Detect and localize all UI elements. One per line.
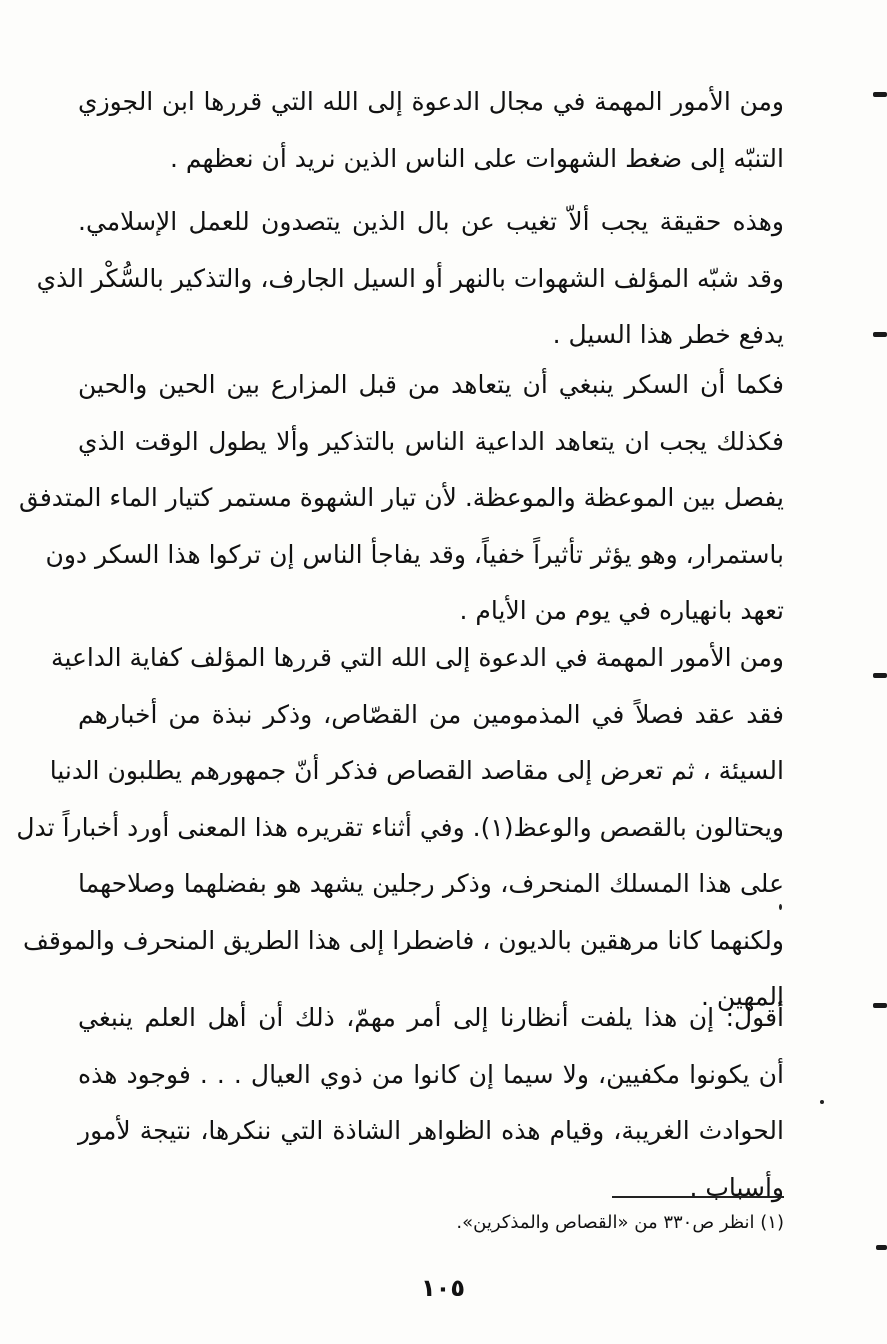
text-line: وهذه حقيقة يجب ألاّ تغيب عن بال الذين يتصدون للعمل الإسلامي. [78, 207, 784, 236]
text-line: باستمرار، وهو يؤثر تأثيراً خفياً، وقد يفاجأ الناس إن تركوا هذا السكر دون [45, 539, 784, 569]
text-line: أقول: إن هذا يلفت أنظارنا إلى أمر مهمّ، ذلك أن أهل العلم ينبغي [78, 1003, 784, 1032]
text-line: ولكنهما كانا مرهقين بالديون ، فاضطرا إلى هذا الطريق المنحرف والموقف [22, 925, 784, 955]
paragraph-2 [36, 194, 784, 364]
text-line: ويحتالون بالقصص والوعظ(١). وفي أثناء تقريره هذا المعنى أورد أخباراً تدل [16, 812, 784, 842]
text-line: وأسباب . [689, 1172, 784, 1202]
scan-edge-mark [873, 1003, 887, 1008]
paragraph-1 [78, 74, 784, 187]
paragraph-5 [78, 990, 784, 1216]
text-line: فكذلك يجب ان يتعاهد الداعية الناس بالتذكير وألا يطول الوقت الذي [78, 426, 784, 456]
text-line: يفصل بين الموعظة والموعظة. لأن تيار الشهوة مستمر كتيار الماء المتدفق [18, 483, 784, 512]
text-line: تعهد بانهياره في يوم من الأيام . [459, 596, 784, 625]
text-line: أن يكونوا مكفيين، ولا سيما إن كانوا من ذوي العيال . . . فوجود هذه [78, 1059, 784, 1089]
text-line: التنبّه إلى ضغط الشهوات على الناس الذين نريد أن نعظهم . [170, 143, 784, 173]
text-line: ومن الأمور المهمة في مجال الدعوة إلى الله التي قررها ابن الجوزي [78, 87, 784, 116]
scan-edge-mark [873, 92, 887, 97]
scan-edge-mark [873, 332, 887, 337]
footnote-divider [612, 1196, 784, 1198]
text-line: المهين . [700, 982, 784, 1011]
page-number: ١٠٥ [421, 1274, 465, 1302]
scan-edge-mark [873, 673, 887, 678]
text-line: يدفع خطر هذا السيل . [552, 320, 784, 349]
paragraph-3 [18, 357, 784, 640]
text-line: على هذا المسلك المنحرف، وذكر رجلين يشهد هو بفضلهما وصلاحهما [78, 869, 784, 898]
text-line: الحوادث الغريبة، وقيام هذه الظواهر الشاذة التي ننكرها، نتيجة لأمور [78, 1116, 784, 1145]
text-line: فقد عقد فصلاً في المذمومين من القصّاص، وذكر نبذة من أخبارهم [78, 699, 784, 729]
text-line: وقد شبّه المؤلف الشهوات بالنهر أو السيل الجارف، والتذكير بالسُّكْر الذي [36, 263, 784, 293]
paragraph-4 [16, 630, 784, 1026]
text-line: فكما أن السكر ينبغي أن يتعاهد من قبل المزارع بين الحين والحين [78, 370, 784, 399]
scan-dot-mark [779, 904, 782, 910]
footnote: (١) انظر ص٣٣٠ من «القصاص والمذكرين». [456, 1212, 784, 1233]
scan-dot-mark [820, 1100, 824, 1104]
text-line: ومن الأمور المهمة في الدعوة إلى الله التي قررها المؤلف كفاية الداعية [51, 643, 784, 672]
text-line: السيئة ، ثم تعرض إلى مقاصد القصاص فذكر أنّ جمهورهم يطلبون الدنيا [49, 756, 784, 785]
scan-edge-mark [876, 1245, 887, 1250]
